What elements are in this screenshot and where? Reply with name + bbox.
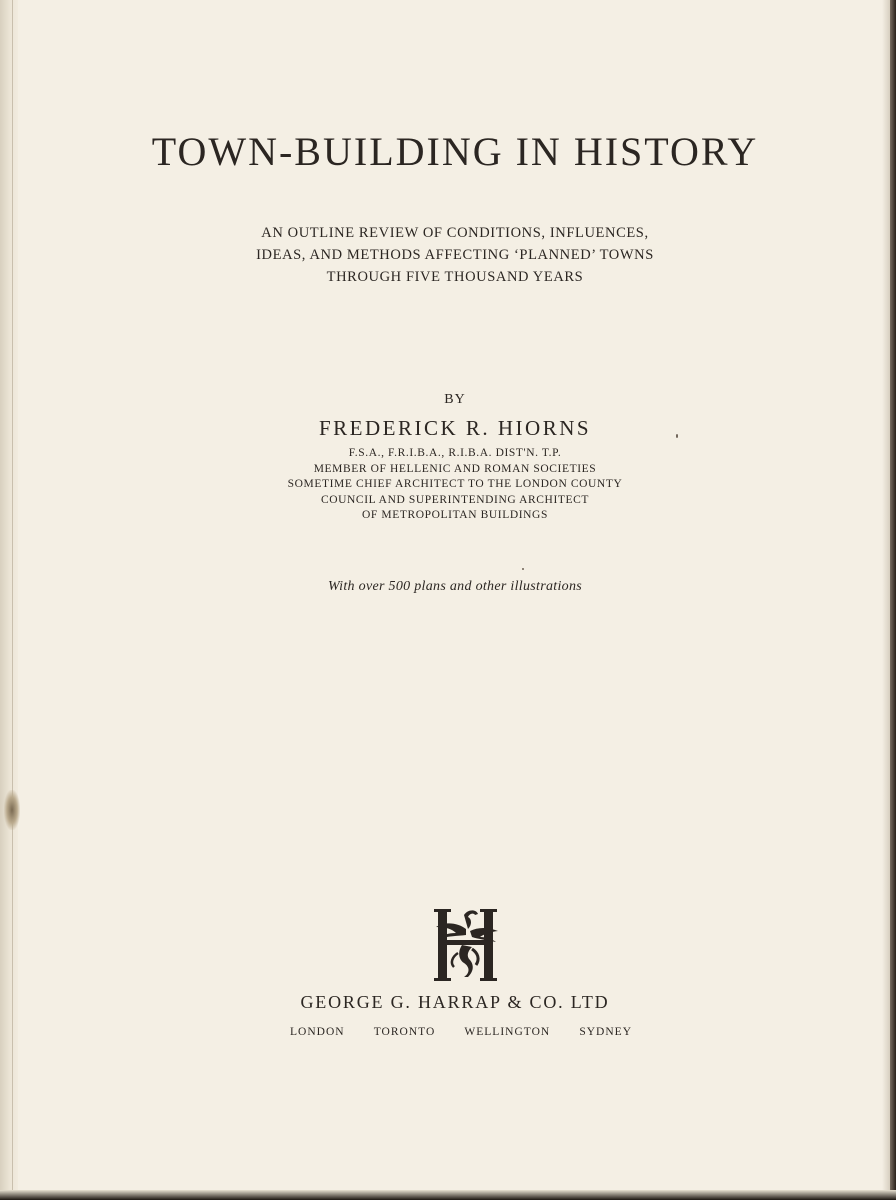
credential-line: COUNCIL AND SUPERINTENDING ARCHITECT [320,493,590,506]
paper-speck [522,568,524,570]
spine-fold-line [12,0,13,1200]
page-right-edge [890,0,896,1200]
author-credentials [0,446,896,524]
publisher-cities [290,1026,632,1038]
city-label: LONDON [290,1026,345,1038]
city-label: WELLINGTON [464,1026,551,1038]
page-bottom-edge [0,1190,896,1200]
credential-line: SOMETIME CHIEF ARCHITECT TO THE LONDON COUNTY [287,478,623,490]
page-edge-shadow [882,0,890,1200]
subtitle-line: IDEAS, AND METHODS AFFECTING ‘PLANNED’ TOWNS [256,247,654,263]
subtitle-line: THROUGH FIVE THOUSAND YEARS [326,269,584,285]
book-title: TOWN-BUILDING IN HISTORY [151,129,759,174]
publisher-name: GEORGE G. HARRAP & CO. LTD [300,992,610,1012]
city-label: TORONTO [373,1026,436,1038]
credential-line: F.S.A., F.R.I.B.A., R.I.B.A. DIST'N. T.P. [348,447,562,459]
book-spine [0,0,18,1200]
illustrations-note: With over 500 plans and other illustrations [327,579,583,594]
harrap-pegasus-h-icon [428,905,506,983]
book-subtitle [0,222,896,288]
subtitle-line: AN OUTLINE REVIEW OF CONDITIONS, INFLUENCES, [261,225,649,241]
spine-tear-mark [4,790,20,830]
credential-line: OF METROPOLITAN BUILDINGS [362,509,548,521]
city-label: SYDNEY [579,1026,632,1038]
credential-line: MEMBER OF HELLENIC AND ROMAN SOCIETIES [313,462,597,475]
by-label: BY [444,392,466,407]
author-name: FREDERICK R. HIORNS [318,416,592,440]
